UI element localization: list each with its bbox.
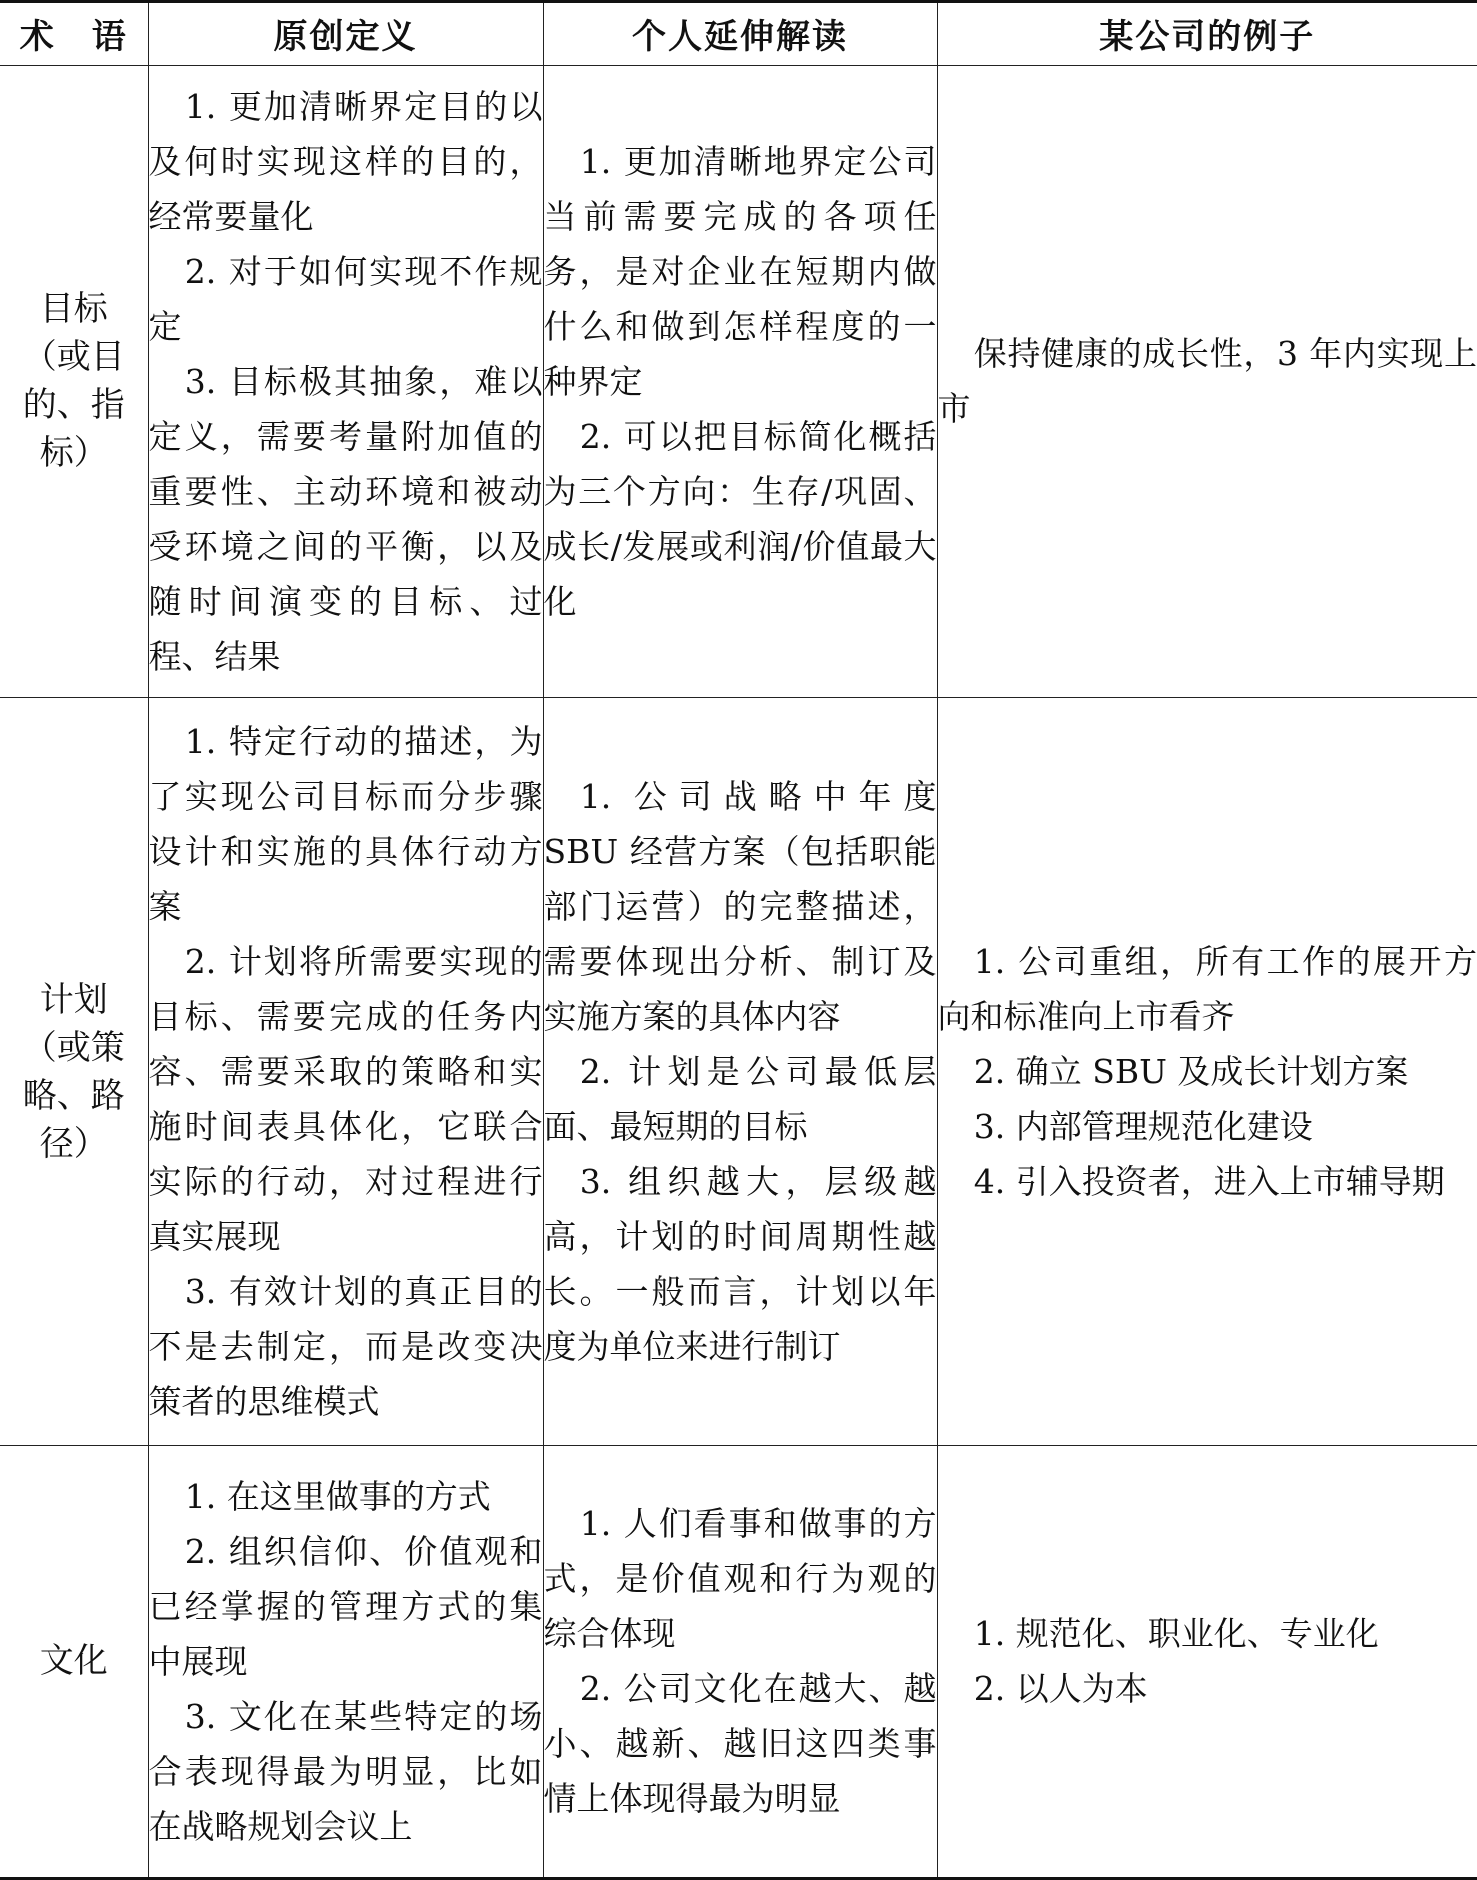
example-item: 1. 规范化、职业化、专业化 bbox=[973, 1614, 1379, 1654]
term-line: 文化 bbox=[39, 1641, 108, 1682]
term-line: （或目 bbox=[22, 337, 125, 378]
interpretation-item: 1. 更加清晰地界定公司当前需要完成的各项任务，是对企业在短期内做什么和做到怎样程度的一种界定 bbox=[543, 141, 937, 401]
term-line: 目标 bbox=[39, 289, 108, 330]
interpretation-item: 3. 组织越大，层级越高，计划的时间周期性越长。一般而言，计划以年度为单位来进行制订 bbox=[543, 1162, 937, 1367]
example-cell bbox=[937, 65, 1477, 698]
example-item: 2. 以人为本 bbox=[973, 1669, 1148, 1709]
definition-item: 3. 目标极其抽象，难以定义，需要考量附加值的重要性、主动环境和被动受环境之间的平衡，以及随时间演变的目标、过程、结果 bbox=[148, 361, 543, 676]
term-line: 计划 bbox=[39, 979, 108, 1020]
interpretation-item: 1. 人们看事和做事的方式，是价值观和行为观的综合体现 bbox=[543, 1504, 937, 1654]
term-line: 标） bbox=[39, 433, 108, 474]
example-item: 3. 内部管理规范化建设 bbox=[973, 1107, 1313, 1147]
definition-item: 1. 更加清晰界定目的以及何时实现这样的目的，经常要量化 bbox=[148, 86, 543, 236]
definition-cell bbox=[148, 698, 543, 1445]
header-original-definition: 原创定义 bbox=[148, 2, 543, 66]
interpretation-item: 2. 可以把目标简化概括为三个方向：生存/巩固、成长/发展或利润/价值最大化 bbox=[543, 416, 937, 621]
term-line: （或策 bbox=[22, 1027, 125, 1068]
definition-item: 2. 组织信仰、价值观和已经掌握的管理方式的集中展现 bbox=[148, 1531, 543, 1681]
term-cell bbox=[0, 1445, 148, 1878]
example-cell bbox=[937, 698, 1477, 1445]
definition-item: 3. 文化在某些特定的场合表现得最为明显，比如在战略规划会议上 bbox=[148, 1696, 543, 1846]
definition-cell bbox=[148, 1445, 543, 1878]
definition-item: 2. 对于如何实现不作规定 bbox=[148, 251, 543, 346]
table-row bbox=[0, 698, 1477, 1445]
header-term: 术 语 bbox=[0, 2, 148, 66]
definition-item: 1. 在这里做事的方式 bbox=[184, 1476, 491, 1516]
interpretation-cell bbox=[543, 698, 937, 1445]
interpretation-item: 2. 公司文化在越大、越小、越新、越旧这四类事情上体现得最为明显 bbox=[543, 1669, 937, 1819]
term-cell bbox=[0, 698, 148, 1445]
term-line: 略、路 bbox=[22, 1075, 125, 1116]
term-cell bbox=[0, 65, 148, 698]
header-row bbox=[0, 2, 1477, 66]
example-item: 保持健康的成长性，3 年内实现上市 bbox=[937, 334, 1477, 429]
interpretation-cell bbox=[543, 1445, 937, 1878]
term-line: 的、指 bbox=[22, 385, 125, 426]
example-item: 4. 引入投资者，进入上市辅导期 bbox=[973, 1162, 1445, 1202]
header-personal-interpretation: 个人延伸解读 bbox=[543, 2, 937, 66]
interpretation-item: 1. 公司战略中年度 SBU 经营方案（包括职能部门运营）的完整描述，需要体现出分析、制订及实施方案的具体内容 bbox=[543, 777, 937, 1037]
header-company-example: 某公司的例子 bbox=[937, 2, 1477, 66]
table-row bbox=[0, 65, 1477, 698]
example-item: 1. 公司重组，所有工作的展开方向和标准向上市看齐 bbox=[937, 942, 1477, 1037]
definition-item: 2. 计划将所需要实现的目标、需要完成的任务内容、需要采取的策略和实施时间表具体化，它联合实际的行动，对过程进行真实展现 bbox=[148, 942, 543, 1257]
definition-item: 3. 有效计划的真正目的不是去制定，而是改变决策者的思维模式 bbox=[148, 1272, 543, 1422]
example-item: 2. 确立 SBU 及成长计划方案 bbox=[973, 1052, 1409, 1092]
table-row bbox=[0, 1445, 1477, 1878]
term-line: 径） bbox=[39, 1123, 108, 1164]
definition-cell bbox=[148, 65, 543, 698]
interpretation-cell bbox=[543, 65, 937, 698]
definition-item: 1. 特定行动的描述，为了实现公司目标而分步骤设计和实施的具体行动方案 bbox=[148, 722, 543, 927]
interpretation-item: 2. 计划是公司最低层面、最短期的目标 bbox=[543, 1052, 937, 1147]
example-cell bbox=[937, 1445, 1477, 1878]
